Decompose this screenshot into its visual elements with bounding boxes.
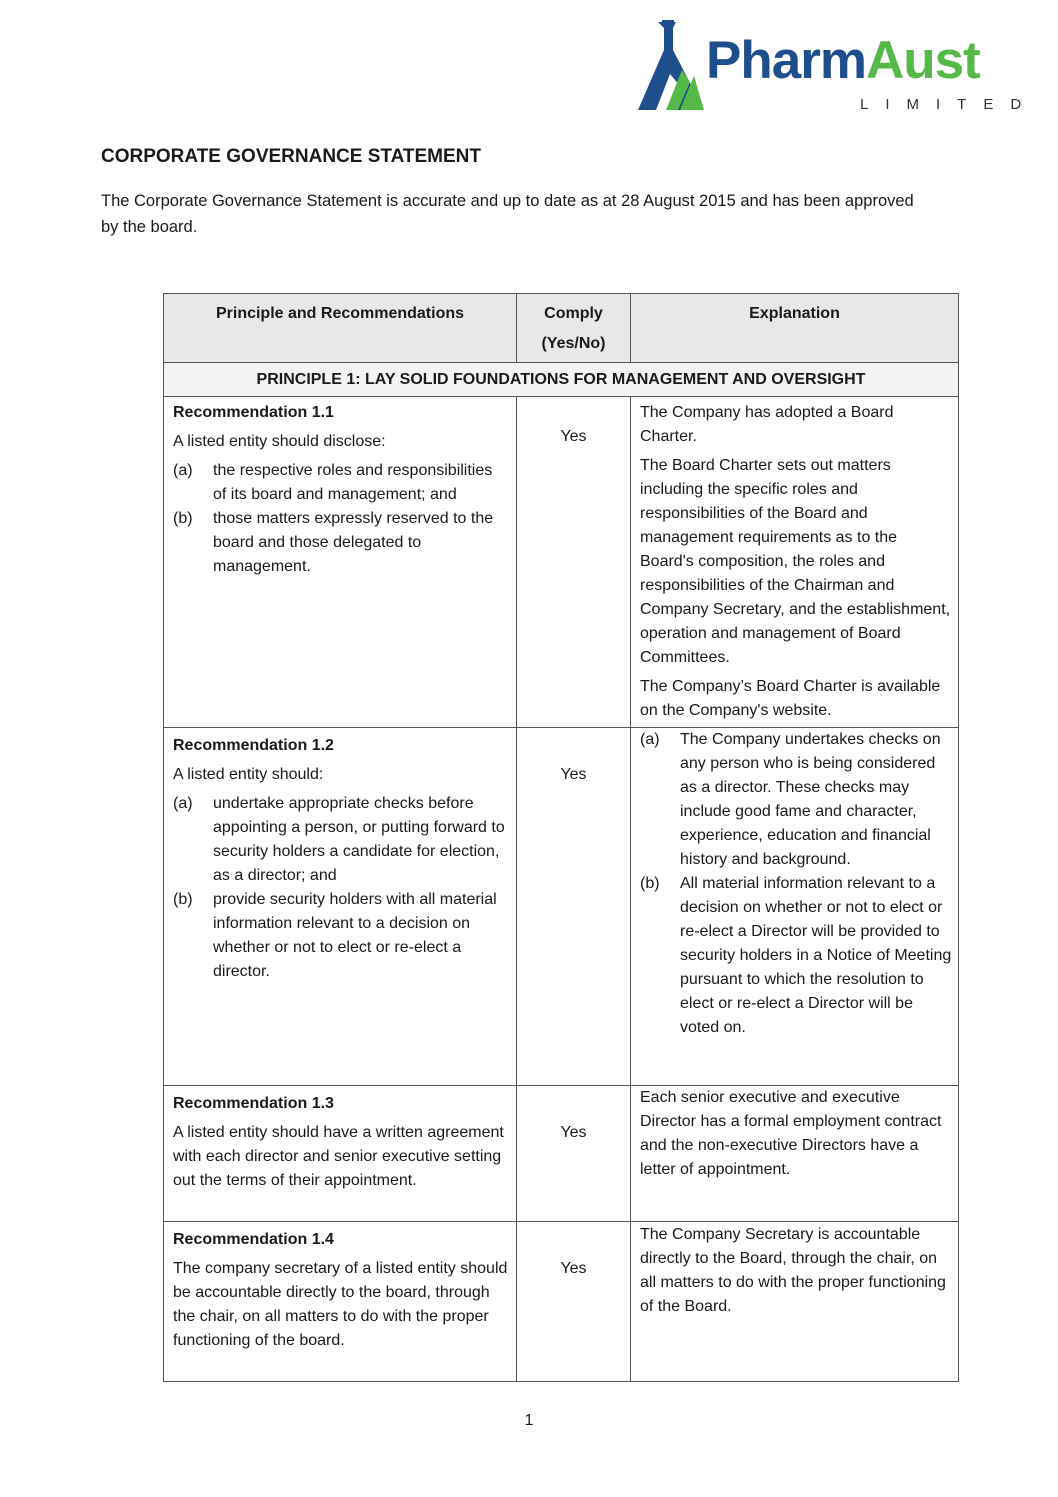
table-row [164, 397, 959, 728]
table-row [164, 1222, 959, 1382]
list-text: All material information relevant to a decision on whether or not to elect or re-elect a Director will be provided to security holders in a Notice of Meeting pursuant to which the resolution to elect or re-elect a Director will be voted on. [680, 875, 952, 1036]
recommendation-heading: Recommendation 1.3 [173, 1095, 334, 1112]
table-row [164, 1086, 959, 1222]
recommendation-text: A listed entity should disclose: [173, 433, 386, 450]
page-number: 1 [524, 1412, 534, 1429]
brand-name-part2: Aust [865, 31, 980, 90]
flask-logo-icon [636, 20, 708, 112]
pharmaust-logo [636, 20, 1039, 116]
explanation-cell [631, 1222, 959, 1382]
list-text: the respective roles and responsibilities of its board and management; and [213, 462, 493, 503]
governance-table [163, 293, 959, 1382]
header-principle: Principle and Recommendations [164, 294, 517, 363]
recommendation-cell [164, 397, 517, 728]
section-row [164, 363, 959, 397]
page-title: CORPORATE GOVERNANCE STATEMENT [101, 146, 482, 167]
comply-value: Yes [560, 428, 587, 445]
explanation-cell [631, 728, 959, 1086]
list-marker: (a) [173, 795, 193, 812]
brand-name-part1: Pharm [706, 31, 866, 90]
explanation-paragraph: The Company’s Board Charter is available on the Company's website. [640, 678, 941, 719]
recommendation-heading: Recommendation 1.2 [173, 737, 334, 754]
list-item [173, 888, 508, 984]
brand-name [706, 31, 980, 90]
list-item [173, 459, 508, 507]
list-marker: (b) [173, 510, 193, 527]
list-marker: (a) [173, 462, 193, 479]
explanation-paragraph: The Board Charter sets out matters including the specific roles and responsibilities of the Board and management requirements as to the Board's composition, the roles and responsibilities of the Chairman and Company Secretary, and the establishment, operation and management of Board Committees. [640, 457, 951, 666]
list-marker: (a) [640, 731, 660, 748]
list-item [173, 792, 508, 888]
explanation-cell [631, 397, 959, 728]
comply-value: Yes [560, 1260, 587, 1277]
list-text: The Company undertakes checks on any person who is being considered as a director. These checks may include good fame and character, experience, education and financial history and background. [680, 731, 941, 868]
header-explanation: Explanation [631, 294, 959, 363]
explanation-cell [631, 1086, 959, 1222]
comply-value: Yes [560, 766, 587, 783]
comply-cell [517, 397, 631, 728]
brand-subtitle: LIMITED [860, 96, 1039, 113]
table-row [164, 728, 959, 1086]
table-header-row [164, 294, 959, 363]
list-text: those matters expressly reserved to the board and those delegated to management. [213, 510, 494, 575]
intro-paragraph: The Corporate Governance Statement is accurate and up to date as at 28 August 2015 and has been approved by the board. [101, 192, 914, 236]
list-item [173, 507, 508, 579]
list-marker: (b) [640, 875, 660, 892]
list-marker: (b) [173, 891, 193, 908]
recommendation-heading: Recommendation 1.1 [173, 404, 334, 421]
list-text: provide security holders with all material information relevant to a decision on whether or not to elect or re-elect a director. [213, 891, 497, 980]
recommendation-cell [164, 1086, 517, 1222]
comply-cell [517, 1222, 631, 1382]
header-comply: Comply (Yes/No) [517, 294, 631, 363]
recommendation-text: A listed entity should: [173, 766, 324, 783]
explanation-paragraph: Each senior executive and executive Director has a formal employment contract and the non-executive Directors have a letter of appointment. [640, 1089, 942, 1178]
recommendation-cell [164, 1222, 517, 1382]
recommendation-cell [164, 728, 517, 1086]
recommendation-text: A listed entity should have a written agreement with each director and senior executive setting out the terms of their appointment. [173, 1124, 504, 1189]
list-text: undertake appropriate checks before appointing a person, or putting forward to security holders a candidate for election, as a director; and [213, 795, 505, 884]
list-item [640, 728, 952, 872]
explanation-paragraph: The Company Secretary is accountable directly to the Board, through the chair, on all matters to do with the proper functioning of the Board. [640, 1226, 946, 1315]
list-item [640, 872, 952, 1040]
section-title: PRINCIPLE 1: LAY SOLID FOUNDATIONS FOR MANAGEMENT AND OVERSIGHT [164, 363, 959, 397]
recommendation-heading: Recommendation 1.4 [173, 1231, 334, 1248]
recommendation-text: The company secretary of a listed entity should be accountable directly to the board, through the chair, on all matters to do with the proper functioning of the board. [173, 1260, 508, 1349]
comply-cell [517, 1086, 631, 1222]
comply-cell [517, 728, 631, 1086]
comply-value: Yes [560, 1124, 587, 1141]
explanation-paragraph: The Company has adopted a Board Charter. [640, 404, 894, 445]
